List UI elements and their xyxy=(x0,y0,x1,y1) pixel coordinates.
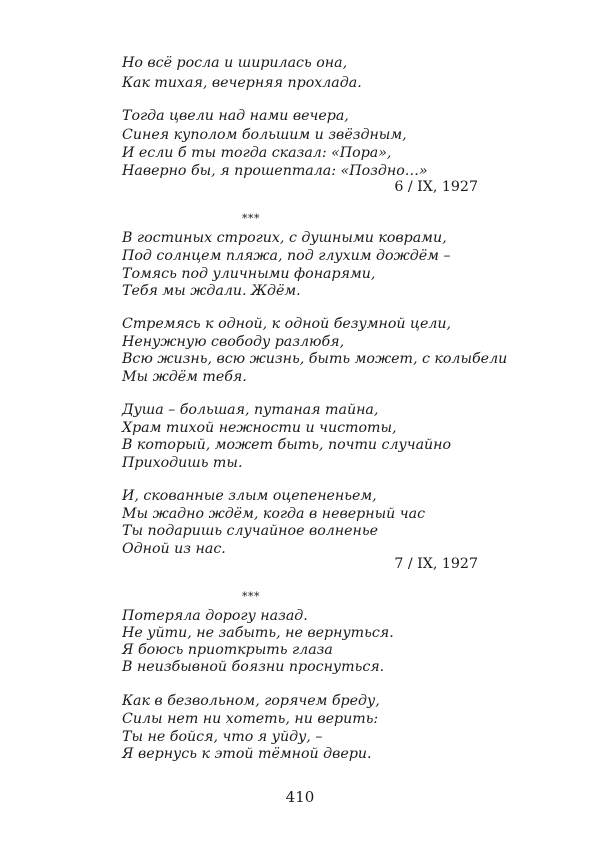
poem-line: Силы нет ни хотеть, ни верить: xyxy=(122,711,379,727)
poem-date: 6 / IX, 1927 xyxy=(394,179,478,195)
poem-line: Мы ждём тебя. xyxy=(122,369,247,385)
section-separator: *** xyxy=(242,590,260,603)
poem-line: Мы жадно ждём, когда в неверный час xyxy=(122,506,426,522)
poem-line: Не уйти, не забыть, не вернуться. xyxy=(122,625,394,641)
poem-line: Душа – большая, путаная тайна, xyxy=(122,402,379,418)
poem-line: Но всё росла и ширилась она, xyxy=(122,55,348,71)
poem-line: Наверно бы, я прошептала: «Поздно…» xyxy=(122,163,428,179)
poem-line: И если б ты тогда сказал: «Пора», xyxy=(122,145,392,161)
poem-line: Одной из нас. xyxy=(122,541,226,557)
page-number: 410 xyxy=(285,788,315,806)
poem-line: Всю жизнь, всю жизнь, быть может, с колыбели xyxy=(122,351,508,367)
poem-date: 7 / IX, 1927 xyxy=(394,556,478,572)
poem-line: Тебя мы ждали. Ждём. xyxy=(122,283,301,299)
poem-line: Потеряла дорогу назад. xyxy=(122,608,308,624)
poem-line: И, скованные злым оцепененьем, xyxy=(122,488,377,504)
poem-line: Как тихая, вечерняя прохлада. xyxy=(122,75,362,91)
poem-line: В гостиных строгих, с душными коврами, xyxy=(122,230,447,246)
poem-line: Храм тихой нежности и чистоты, xyxy=(122,420,397,436)
poem-line: Под солнцем пляжа, под глухим дождём – xyxy=(122,248,451,264)
poem-line: Ненужную свободу разлюбя, xyxy=(122,334,345,350)
poem-line: Приходишь ты. xyxy=(122,455,243,471)
poem-line: Ты подаришь случайное волненье xyxy=(122,523,379,539)
section-separator: *** xyxy=(242,212,260,225)
poem-line: Тогда цвели над нами вечера, xyxy=(122,108,349,124)
poem-line: Стремясь к одной, к одной безумной цели, xyxy=(122,316,452,332)
poem-line: Как в безвольном, горячем бреду, xyxy=(122,693,380,709)
poem-line: Ты не бойся, что я уйду, – xyxy=(122,729,323,745)
poem-line: В неизбывной боязни проснуться. xyxy=(122,659,385,675)
poem-line: Я вернусь к этой тёмной двери. xyxy=(122,746,372,762)
poem-line: Я боюсь приоткрыть глаза xyxy=(122,642,333,658)
poem-line: В который, может быть, почти случайно xyxy=(122,437,452,453)
poem-line: Синея куполом большим и звёздным, xyxy=(122,127,407,143)
poem-line: Томясь под уличными фонарями, xyxy=(122,266,376,282)
